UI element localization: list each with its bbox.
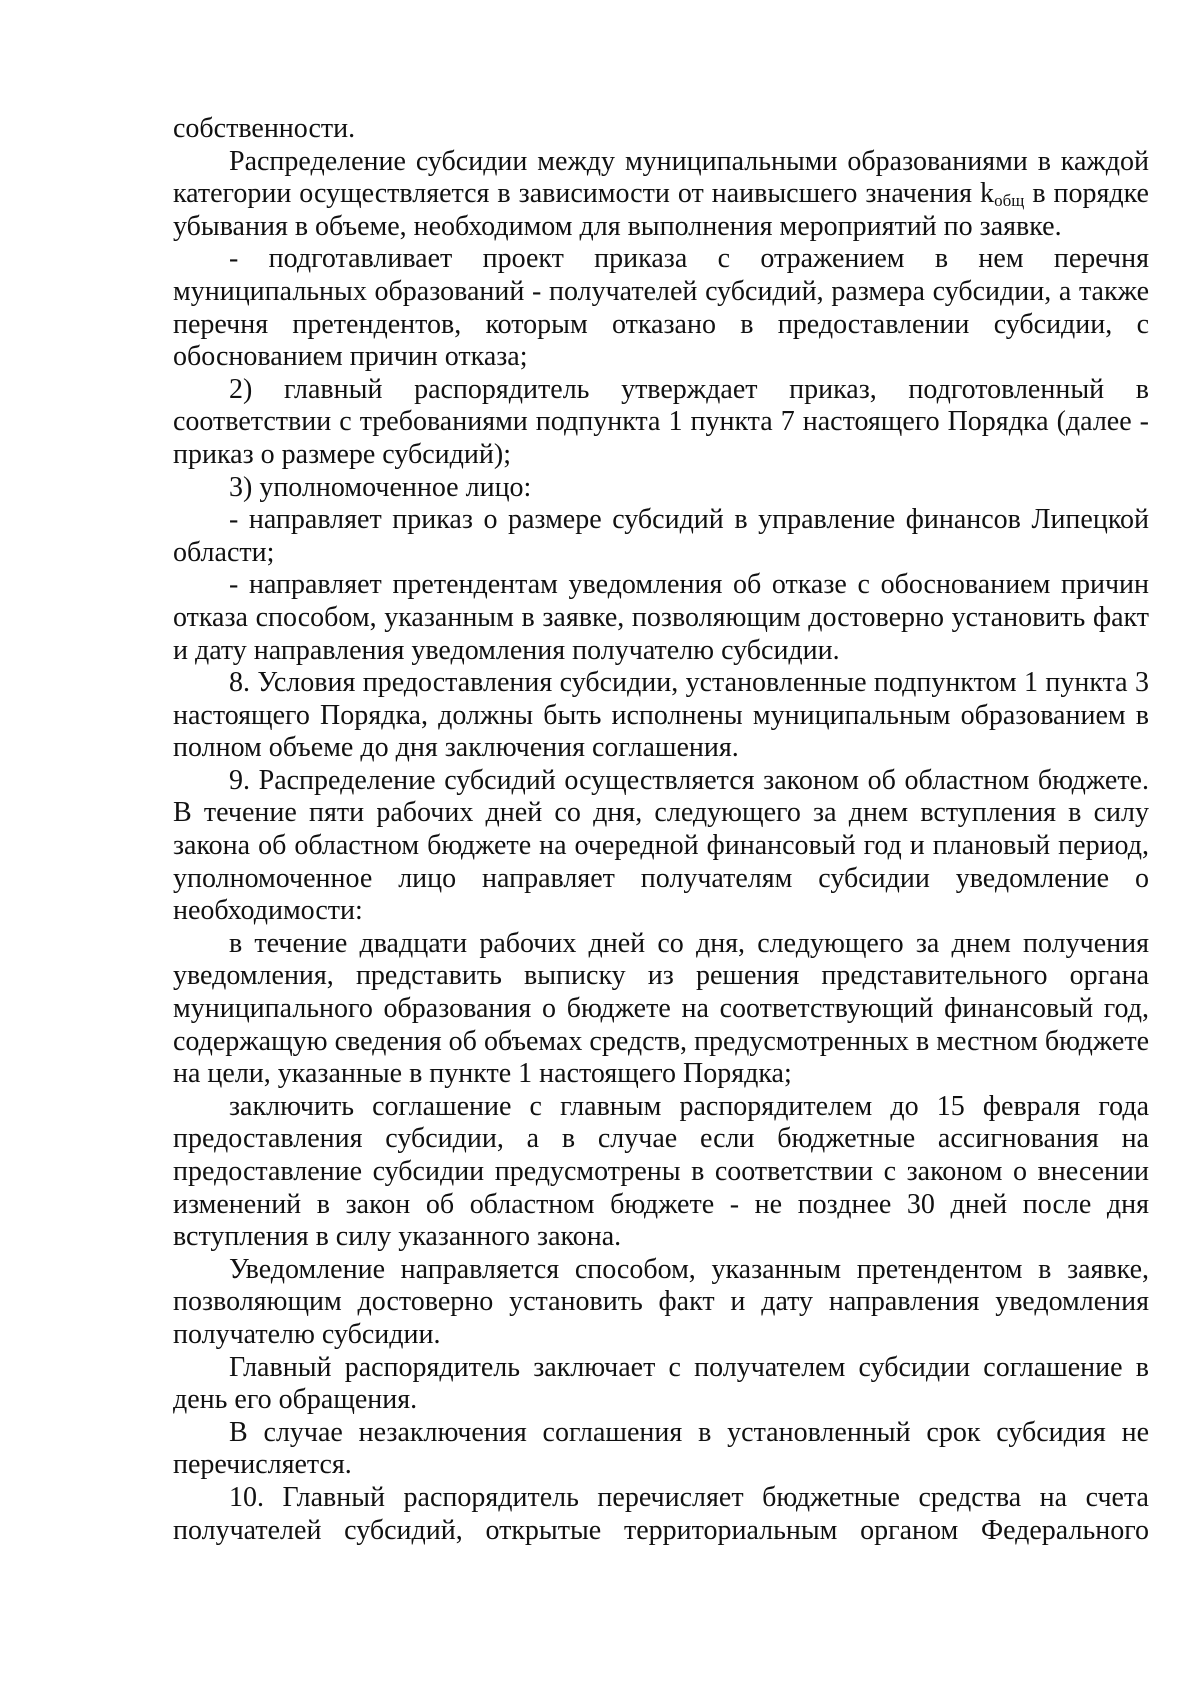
paragraph-no-agreement: В случае незаключения соглашения в установленный срок субсидия не перечисляется. bbox=[173, 1416, 1149, 1481]
paragraph-conclude-agreement: заключить соглашение с главным распорядителем до 15 февраля года предоставления субсидии, а в случае если бюджетные ассигнования на предоставление субсидии предусмотрены в соответствии с законом о внесении изменений в закон об областном бюджете - не позднее 30 дней после дня вступления в силу указанного закона. bbox=[173, 1090, 1149, 1253]
paragraph-send-order: - направляет приказ о размере субсидий в управление финансов Липецкой области; bbox=[173, 504, 1149, 568]
document-page bbox=[173, 113, 1149, 1547]
paragraph-item-8: 8. Условия предоставления субсидии, установленные подпунктом 1 пункта 3 настоящего Порядка, должны быть исполнены муниципальным образованием в полном объеме до дня заключения соглашения. bbox=[173, 667, 1149, 764]
paragraph-item-9: 9. Распределение субсидий осуществляется законом об областном бюджете. В течение пяти рабочих дней со дня, следующего за днем вступления в силу закона об областном бюджете на очередной финансовый год и плановый период, уполномоченное лицо направляет получателям субсидии уведомление о необходимости: bbox=[173, 764, 1149, 927]
paragraph-distribution-text-after: в порядке убывания в объеме, необходимом для выполнения мероприятий по заявке. bbox=[173, 178, 1149, 242]
paragraph-extract-submission: в течение двадцати рабочих дней со дня, следующего за днем получения уведомления, представить выписку из решения представительного органа муниципального образования о бюджете на соответствующий финансовый год, содержащую сведения об объемах средств, предусмотренных в местном бюджете на цели, указанные в пункте 1 настоящего Порядка; bbox=[173, 927, 1149, 1090]
paragraph-authorized-person: 3) уполномоченное лицо: bbox=[229, 471, 532, 503]
paragraph-notice-method: Уведомление направляется способом, указанным претендентом в заявке, позволяющим достоверно установить факт и дату направления уведомления получателю субсидии. bbox=[173, 1253, 1149, 1350]
paragraph-distribution bbox=[173, 146, 1149, 244]
k-subscript: общ bbox=[994, 191, 1025, 211]
paragraph-continuation: собственности. bbox=[173, 113, 356, 144]
paragraph-send-refusal: - направляет претендентам уведомления об отказе с обоснованием причин отказа способом, указанным в заявке, позволяющим достоверно установить факт и дату направления уведомления получателю субсидии. bbox=[173, 569, 1149, 666]
paragraph-approve-order: 2) главный распорядитель утверждает приказ, подготовленный в соответствии с требованиями подпункта 1 пункта 7 настоящего Порядка (далее - приказ о размере субсидий); bbox=[173, 373, 1149, 470]
paragraph-distribution-text-before: Распределение субсидии между муниципальными образованиями в каждой категории осуществляется в зависимости от наивысшего значения k bbox=[173, 145, 1149, 210]
paragraph-agreement-day: Главный распорядитель заключает с получателем субсидии соглашение в день его обращения. bbox=[173, 1351, 1149, 1416]
paragraph-item-10: 10. Главный распорядитель перечисляет бюджетные средства на счета получателей субсидий, открытые территориальным органом Федерального bbox=[173, 1481, 1149, 1546]
paragraph-prepare-order: - подготавливает проект приказа с отражением в нем перечня муниципальных образований - получателей субсидий, размера субсидии, а также перечня претендентов, которым отказано в предоставлении субсидии, с обоснованием причин отказа; bbox=[173, 243, 1149, 373]
